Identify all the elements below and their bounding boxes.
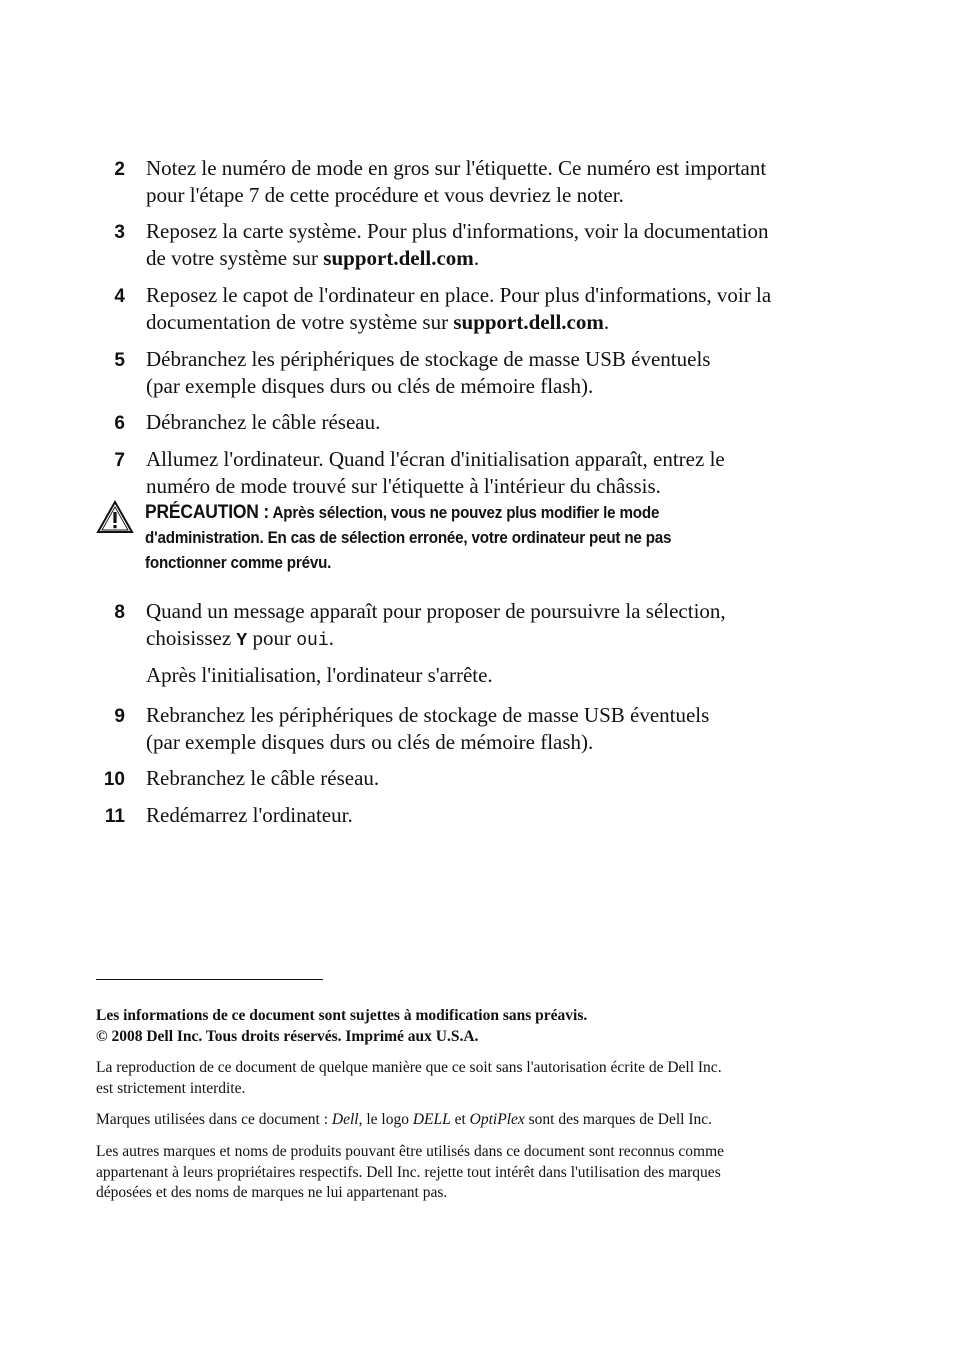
step-2 — [96, 155, 856, 209]
step-3 — [96, 218, 856, 272]
caution-notice — [96, 500, 856, 576]
support-link: support.dell.com — [453, 310, 604, 334]
step-10 — [96, 765, 856, 792]
support-link: support.dell.com — [323, 246, 474, 270]
step-number: 4 — [114, 286, 125, 307]
value-oui: oui — [296, 631, 329, 651]
caution-text: PRÉCAUTION : Après sélection, vous ne pouvez plus modifier le mode d'administration. En cas de sélection erronée, votre ordinateur peut ne pas fonctionner comme prévu. — [145, 502, 672, 572]
step-number: 5 — [114, 350, 125, 371]
step-4 — [96, 282, 856, 336]
step-text: Rebranchez le câble réseau. — [146, 766, 380, 790]
caution-label: PRÉCAUTION : — [145, 502, 270, 523]
step-text: Quand un message apparaît pour proposer de poursuivre la sélection, choisissez Y pour oui. — [146, 599, 726, 651]
step-11 — [96, 802, 856, 829]
step-8-result: Après l'initialisation, l'ordinateur s'arrête. — [146, 663, 493, 687]
step-7 — [96, 446, 856, 500]
step-number: 9 — [114, 706, 125, 727]
step-number: 10 — [103, 769, 125, 790]
step-text: Redémarrez l'ordinateur. — [146, 803, 353, 827]
step-text: Débranchez les périphériques de stockage de masse USB éventuels (par exemple disques durs ou clés de mémoire flash). — [146, 347, 711, 398]
step-text: Reposez la carte système. Pour plus d'informations, voir la documentation de votre système sur support.dell.com. — [146, 219, 769, 270]
key-y: Y — [236, 631, 248, 651]
step-number: 8 — [114, 602, 125, 623]
warning-triangle-icon — [96, 500, 134, 534]
step-number: 3 — [114, 222, 125, 243]
footer-divider — [96, 979, 323, 980]
step-text: Reposez le capot de l'ordinateur en place. Pour plus d'informations, voir la documentation de votre système sur support.dell.com. — [146, 283, 772, 334]
footer-reproduction: La reproduction de ce document de quelque manière que ce soit sans l'autorisation écrite de Dell Inc. est strictement interdite. — [96, 1059, 722, 1097]
step-number: 6 — [114, 413, 125, 434]
step-5 — [96, 346, 856, 400]
step-number: 7 — [114, 450, 125, 471]
step-number: 2 — [114, 159, 125, 180]
step-number: 11 — [104, 806, 125, 827]
step-9 — [96, 702, 856, 756]
footer-notice: Les informations de ce document sont sujettes à modification sans préavis. © 2008 Dell Inc. Tous droits réservés. Imprimé aux U.S.A. — [96, 1007, 588, 1045]
footer-trademarks: Marques utilisées dans ce document : Dell, le logo DELL et OptiPlex sont des marques de Dell Inc. — [96, 1111, 713, 1128]
step-text: Rebranchez les périphériques de stockage de masse USB éventuels (par exemple disques durs ou clés de mémoire flash). — [146, 703, 710, 754]
step-text: Débranchez le câble réseau. — [146, 410, 381, 434]
step-text: Notez le numéro de mode en gros sur l'étiquette. Ce numéro est important pour l'étape 7 de cette procédure et vous devriez le noter. — [146, 156, 767, 207]
footer-other-marks: Les autres marques et noms de produits pouvant être utilisés dans ce document sont reconnus comme appartenant à leurs propriétaires respectifs. Dell Inc. rejette tout intérêt dans l'utilisation des marques déposées et des noms de marques ne lui appartenant pas. — [96, 1143, 725, 1201]
step-6 — [96, 409, 856, 436]
step-text: Allumez l'ordinateur. Quand l'écran d'initialisation apparaît, entrez le numéro de mode trouvé sur l'étiquette à l'intérieur du châssis. — [146, 447, 725, 498]
step-8 — [96, 598, 856, 655]
